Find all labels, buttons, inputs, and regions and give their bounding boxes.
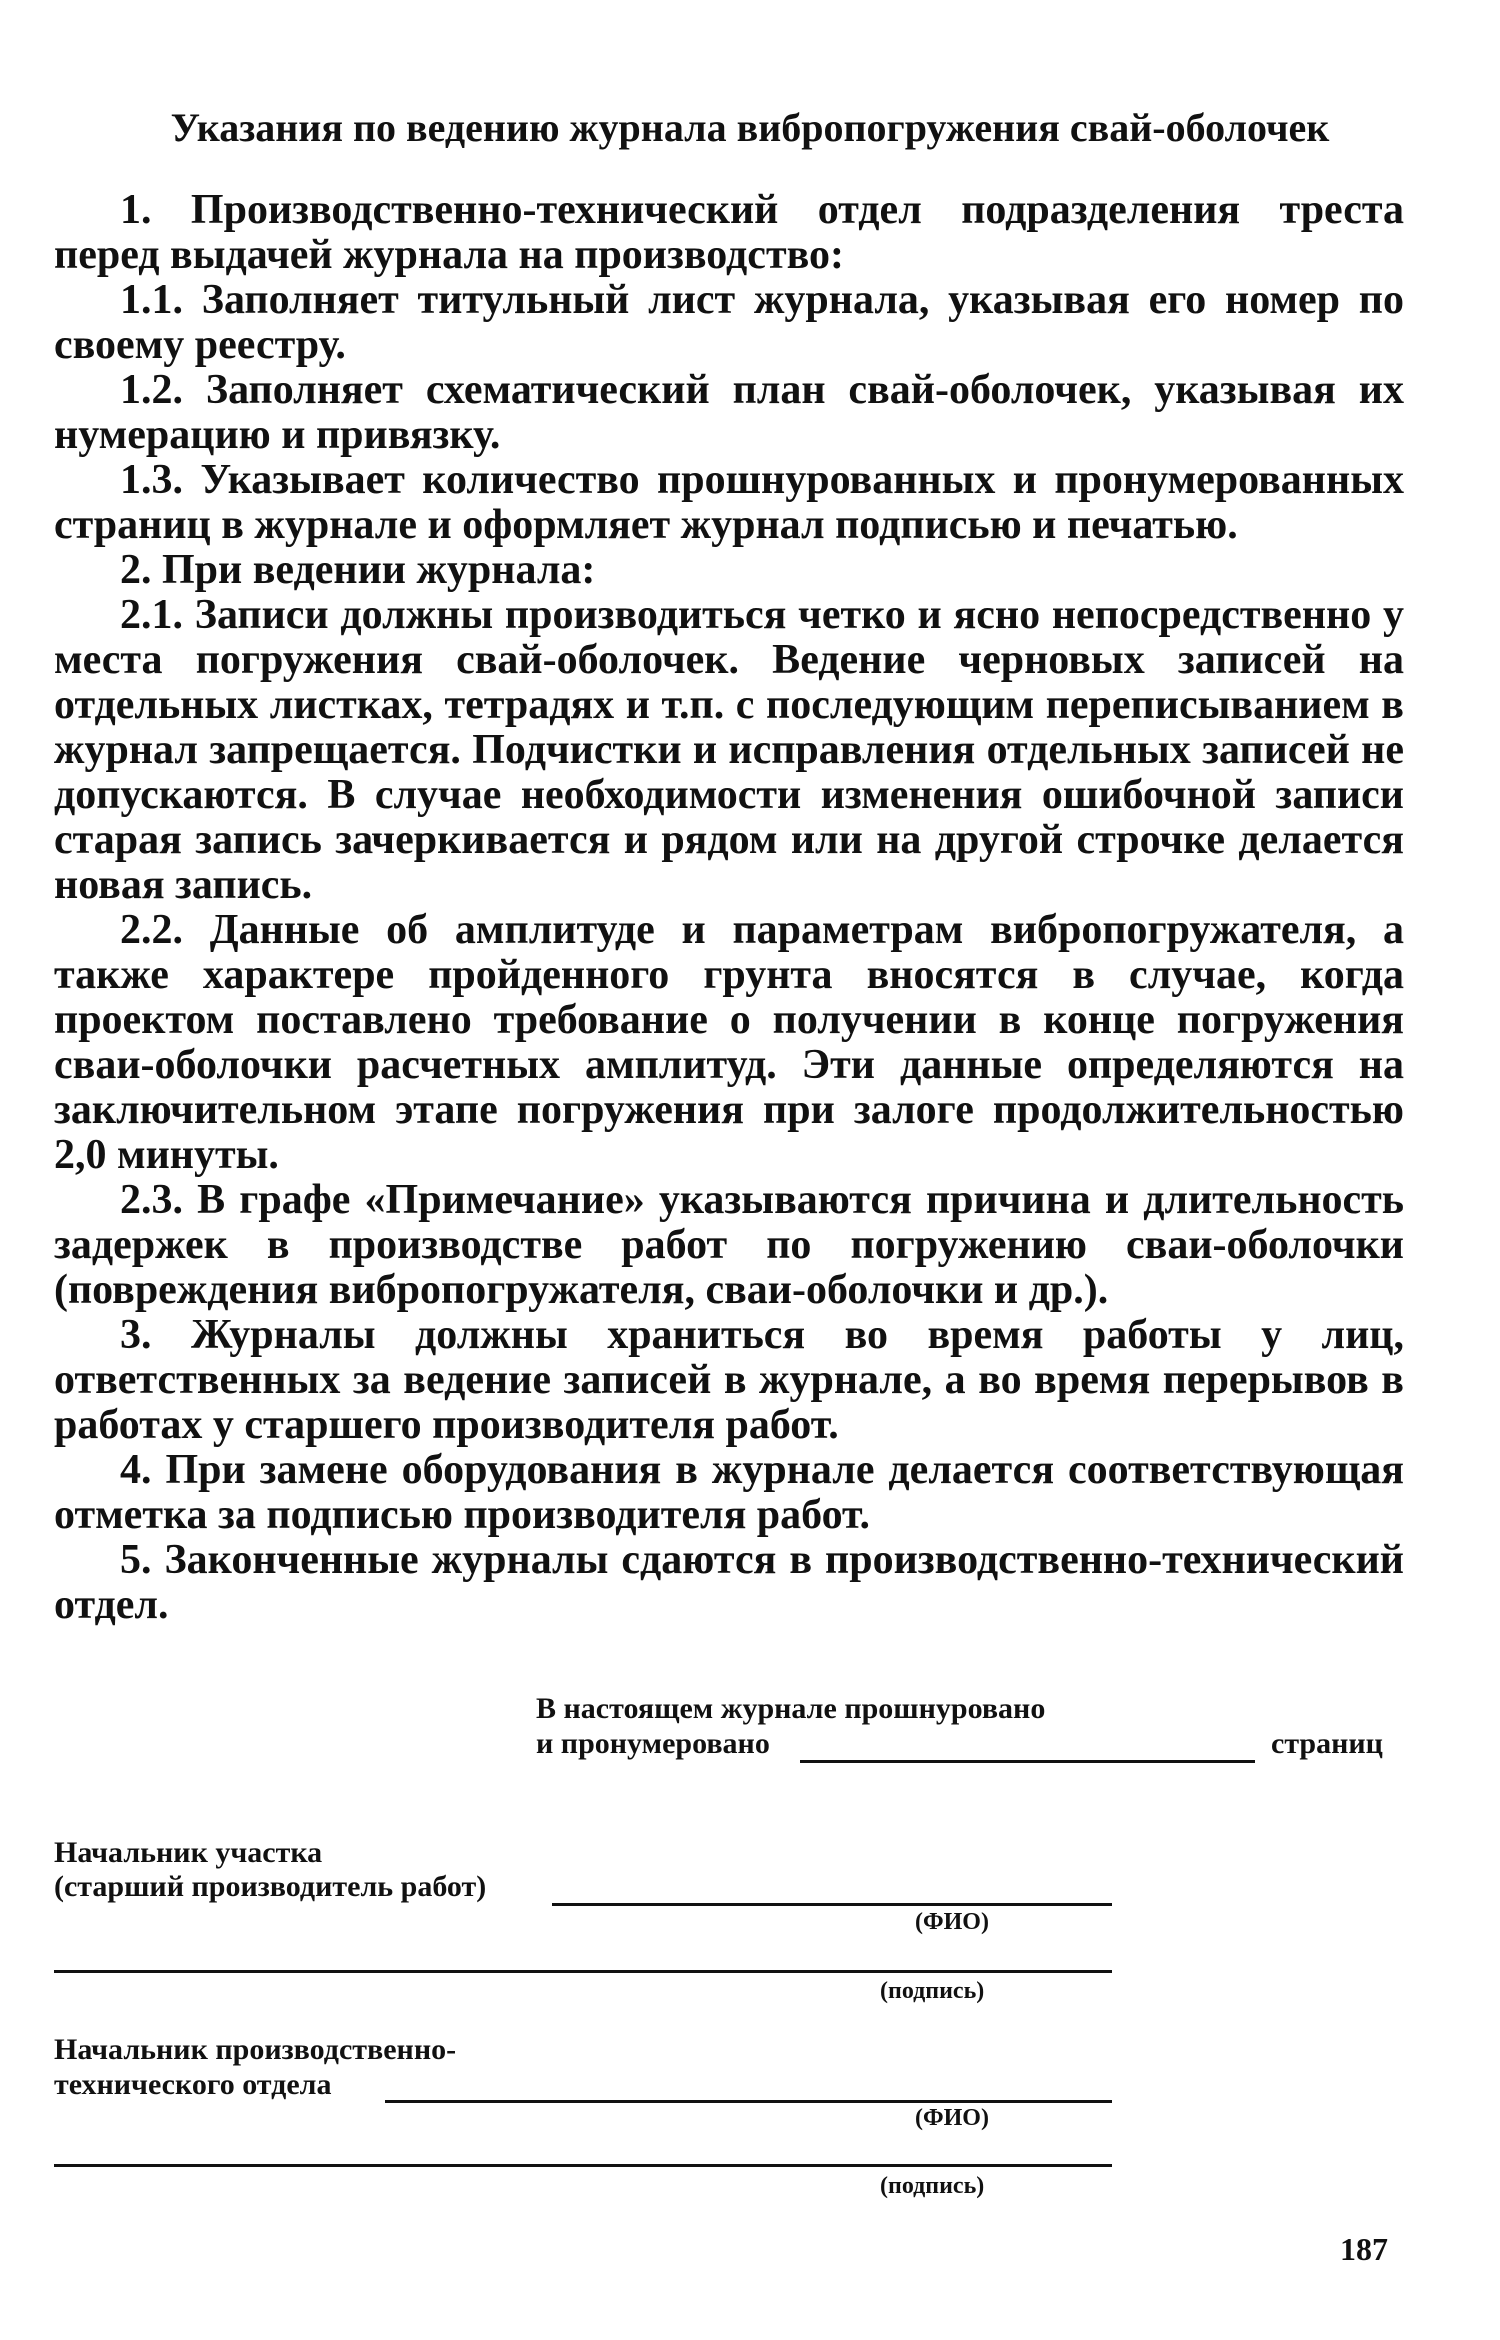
site-chief-signature-line — [54, 1970, 1112, 1973]
paragraph-4: 4. При замене оборудования в журнале делается соответствующая отметка за подписью производителя работ. — [54, 1447, 1404, 1538]
pto-chief-title: Начальник производственно- — [54, 2033, 457, 2066]
paragraph-2-3: 2.3. В графе «Примечание» указываются причина и длительность задержек в производстве работ по погружению сваи-оболочки (повреждения вибропогружателя, сваи-оболочки и др.). — [54, 1177, 1404, 1313]
pto-chief-fio-caption: (ФИО) — [915, 2105, 989, 2131]
site-chief-subtitle: (старший производитель работ) — [54, 1870, 487, 1903]
paragraph-3: 3. Журналы должны храниться во время работы у лиц, ответственных за ведение записей в журнале, а во время перерывов в работах у старшего производителя работ. — [54, 1312, 1404, 1448]
site-chief-signature-caption: (подпись) — [880, 1978, 985, 2004]
page-count-blank — [800, 1760, 1255, 1763]
page-title: Указания по ведению журнала вибропогружения свай-оболочек — [170, 105, 1330, 150]
pto-chief-fio-line — [385, 2100, 1112, 2103]
paragraph-2-1: 2.1. Записи должны производиться четко и ясно непосредственно у места погружения свай-оболочек. Ведение черновых записей на отдельных листках, тетрадях и т.п. с последующим переписыванием в журнал запрещается. Подчистки и исправления отдельных записей не допускаются. В случае необходимости изменения ошибочной записи старая запись зачеркивается и рядом или на другой строчке делается новая запись. — [54, 592, 1404, 908]
paragraph-1-1: 1.1. Заполняет титульный лист журнала, указывая его номер по своему реестру. — [54, 277, 1404, 368]
site-chief-fio-line — [552, 1903, 1112, 1906]
page-number: 187 — [1340, 2231, 1388, 2267]
certification-line-1: В настоящем журнале прошнуровано — [536, 1692, 1046, 1725]
paragraph-1-2: 1.2. Заполняет схематический план свай-оболочек, указывая их нумерацию и привязку. — [54, 367, 1404, 458]
paragraph-2-2: 2.2. Данные об амплитуде и параметрам вибропогружателя, а также характере пройденного грунта вносятся в случае, когда проектом поставлено требование о получении в конце погружения сваи-оболочки расчетных амплитуд. Эти данные определяются на заключительном этапе погружения при залоге продолжительностью 2,0 минуты. — [54, 907, 1404, 1178]
certification-line-2: и пронумеровано — [536, 1727, 770, 1760]
paragraph-5: 5. Законченные журналы сдаются в производственно-технический отдел. — [54, 1537, 1404, 1628]
instructions-body — [54, 188, 1404, 1628]
site-chief-fio-caption: (ФИО) — [915, 1909, 989, 1935]
pto-chief-signature-caption: (подпись) — [880, 2173, 985, 2199]
paragraph-2: 2. При ведении журнала: — [120, 547, 596, 593]
certification-suffix: страниц — [1271, 1727, 1383, 1760]
paragraph-1: 1. Производственно-технический отдел подразделения треста перед выдачей журнала на производство: — [54, 187, 1404, 278]
pto-chief-signature-line — [54, 2164, 1112, 2167]
paragraph-1-3: 1.3. Указывает количество прошнурованных и пронумерованных страниц в журнале и оформляет журнал подписью и печатью. — [54, 457, 1404, 548]
pto-chief-subtitle: технического отдела — [54, 2068, 332, 2101]
site-chief-title: Начальник участка — [54, 1836, 323, 1869]
